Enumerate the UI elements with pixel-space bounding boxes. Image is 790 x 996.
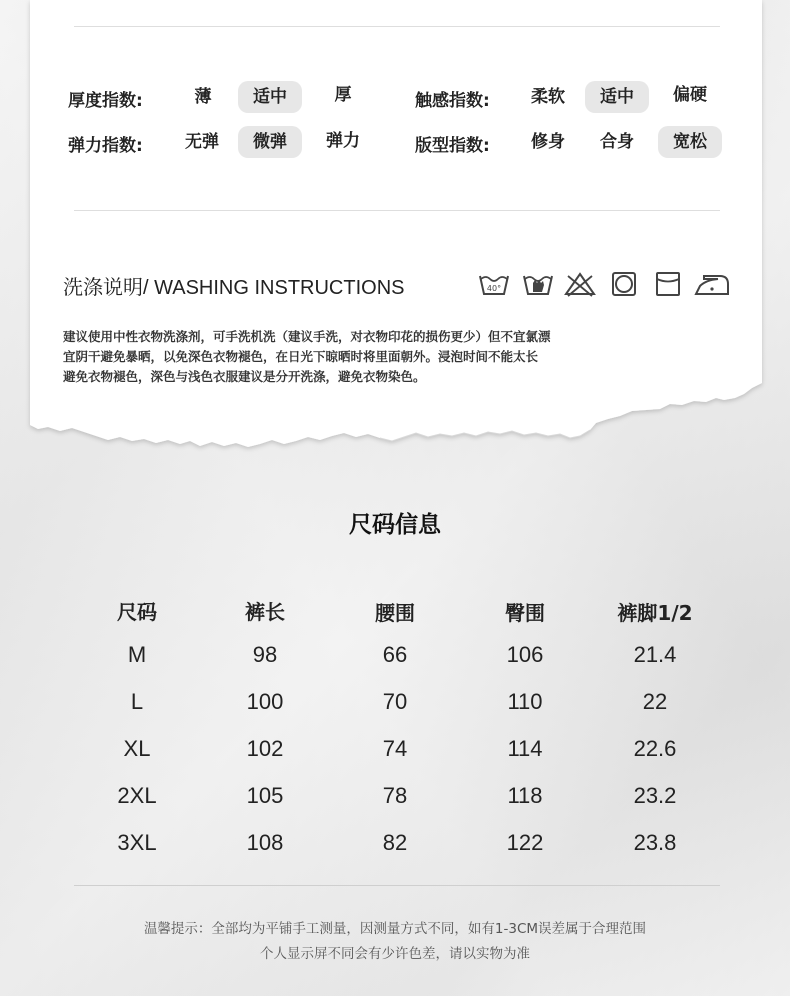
header-size: 尺码 bbox=[117, 600, 157, 624]
cell-size: XL bbox=[123, 736, 151, 761]
header-length: 裤长 bbox=[245, 600, 285, 624]
touch-option-soft: 柔软 bbox=[531, 87, 565, 107]
wash-temp-label: 40° bbox=[486, 284, 502, 293]
elasticity-option-stretch: 弹力 bbox=[326, 131, 360, 151]
wash-40-icon bbox=[478, 270, 510, 298]
cell-hip: 118 bbox=[507, 783, 543, 808]
elasticity-option-none: 无弹 bbox=[185, 132, 219, 152]
cell-waist: 66 bbox=[382, 642, 408, 667]
table-divider bbox=[74, 885, 720, 886]
cell-length: 105 bbox=[246, 783, 284, 808]
cell-size: 2XL bbox=[117, 783, 157, 808]
touch-label: 触感指数: bbox=[415, 91, 490, 111]
cell-leg-opening: 23.8 bbox=[633, 830, 677, 855]
line-dry-icon bbox=[654, 270, 682, 298]
washing-text-line: 建议使用中性衣物洗涤剂，可手洗机洗（建议手洗，对衣物印花的损伤更少）但不宜氯漂 bbox=[63, 329, 551, 344]
cell-hip: 122 bbox=[506, 830, 544, 855]
cell-hip: 114 bbox=[507, 736, 543, 761]
fit-option-regular: 合身 bbox=[600, 132, 634, 152]
touch-option-hard: 偏硬 bbox=[673, 85, 707, 105]
washing-instructions-text bbox=[63, 327, 623, 387]
thickness-label: 厚度指数: bbox=[68, 91, 143, 111]
cell-leg-opening: 21.4 bbox=[633, 642, 677, 667]
fit-option-slim: 修身 bbox=[531, 132, 565, 152]
elasticity-option-slight-selected: 微弹 bbox=[238, 126, 302, 158]
washing-text-line: 宜阴干避免暴晒，以免深色衣物褪色，在日光下晾晒时将里面朝外。浸泡时间不能太长 bbox=[63, 349, 539, 364]
measurement-note: 温馨提示：全部均为平铺手工测量，因测量方式不同，如有1-3CM误差属于合理范围 bbox=[143, 921, 647, 937]
thickness-option-thick: 厚 bbox=[334, 85, 352, 105]
torn-paper-sheet bbox=[0, 0, 790, 470]
color-note: 个人显示屏不同会有少许色差，请以实物为准 bbox=[260, 946, 530, 962]
iron-icon bbox=[694, 270, 730, 298]
cell-waist: 74 bbox=[382, 736, 408, 761]
cell-size: L bbox=[130, 689, 144, 714]
cell-leg-opening: 22.6 bbox=[633, 736, 677, 761]
cell-length: 100 bbox=[246, 689, 284, 714]
cell-size: 3XL bbox=[117, 830, 157, 855]
touch-option-medium-selected: 适中 bbox=[585, 81, 649, 113]
top-divider bbox=[74, 26, 720, 27]
cell-length: 102 bbox=[246, 736, 284, 761]
washing-text-line: 避免衣物褪色，深色与浅色衣服建议是分开洗涤，避免衣物染色。 bbox=[63, 369, 426, 384]
mid-divider bbox=[74, 210, 720, 211]
washing-title: 洗涤说明/ WASHING INSTRUCTIONS bbox=[63, 277, 405, 299]
header-waist: 腰围 bbox=[375, 601, 415, 625]
cell-length: 98 bbox=[252, 642, 278, 667]
cell-length: 108 bbox=[246, 830, 284, 855]
thickness-option-thin: 薄 bbox=[194, 87, 212, 107]
cell-leg-opening: 22 bbox=[642, 689, 668, 714]
cell-hip: 110 bbox=[507, 689, 543, 714]
cell-hip: 106 bbox=[506, 642, 544, 667]
header-hip: 臀围 bbox=[505, 601, 545, 625]
thickness-option-medium-selected: 适中 bbox=[238, 81, 302, 113]
fit-label: 版型指数: bbox=[415, 136, 490, 156]
elasticity-label: 弹力指数: bbox=[68, 136, 143, 156]
cell-waist: 70 bbox=[382, 689, 408, 714]
tumble-dry-icon bbox=[610, 270, 638, 298]
size-table-title: 尺码信息 bbox=[349, 512, 441, 538]
cell-size: M bbox=[127, 642, 147, 667]
header-leg-opening: 裤脚1/2 bbox=[617, 601, 693, 625]
cell-leg-opening: 23.2 bbox=[633, 783, 677, 808]
cell-waist: 78 bbox=[382, 783, 408, 808]
cell-waist: 82 bbox=[382, 830, 408, 855]
no-bleach-icon bbox=[564, 270, 596, 298]
fit-option-loose-selected: 宽松 bbox=[658, 126, 722, 158]
hand-wash-icon bbox=[522, 270, 554, 298]
